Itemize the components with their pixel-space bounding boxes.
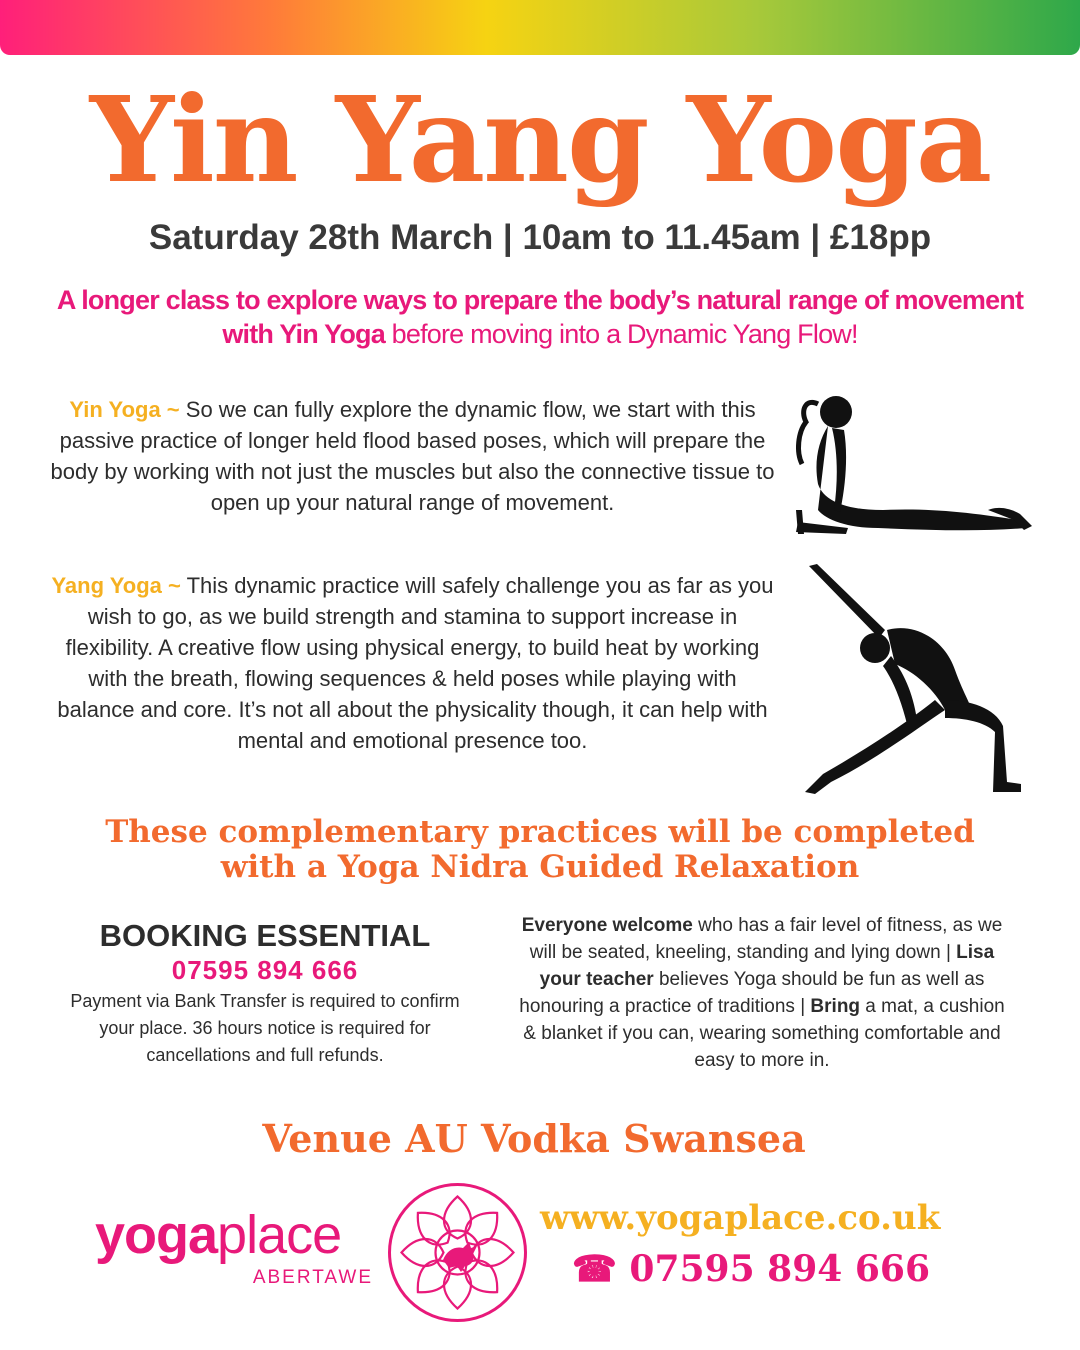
class-info [512,912,1012,1074]
logo-wordmark [95,1205,385,1265]
contact-phone-number: 07595 894 666 [629,1248,930,1290]
payment-info: Payment via Bank Transfer is required to confirm your place. 36 hours notice is required for cancellations and full refunds. [70,991,460,1065]
info-bold-3: Bring [810,996,861,1017]
extended-side-angle-silhouette-icon [795,560,1030,795]
intro-bold: A longer class to explore ways to prepare the body’s natural range of movement with Yin Yoga [56,285,1024,349]
yogaplace-logo-text [95,1205,385,1289]
yin-text: So we can fully explore the dynamic flow, we start with this passive practice of longer held flood based poses, which will prepare the body by working with not just the muscles but also the connective tissue to open up your natural range of movement. [50,397,775,515]
yang-paragraph [50,570,775,756]
info-text-1: who has a fair level of fitness, as we will be seated, kneeling, standing and lying down | [529,915,1003,963]
cobra-pose-silhouette-icon [788,392,1038,547]
booking-phone[interactable]: 07595 894 666 [171,955,359,985]
booking-heading: BOOKING ESSENTIAL [99,918,431,953]
subheading-line-2: with a Yoga Nidra Guided Relaxation [220,849,860,885]
date-time-price: Saturday 28th March | 10am to 11.45am | £18pp [148,218,932,257]
lotus-dragon-logo-icon [385,1180,530,1325]
info-text-3: a mat, a cushion & blanket if you can, wearing something comfortable and easy to more in. [523,996,1005,1071]
yang-label: Yang Yoga ~ [51,573,181,598]
logo-subword: ABERTAWE [252,1267,373,1288]
website-link[interactable]: www.yogaplace.co.uk [540,1198,941,1238]
contact-phone[interactable] [572,1248,930,1290]
subheading [0,815,1080,885]
intro-normal: before moving into a Dynamic Yang Flow! [384,318,858,349]
info-bold-2: Lisa your teacher [539,942,995,990]
intro-text [50,284,1030,352]
venue: Venue AU Vodka Swansea [262,1116,806,1161]
page-title: Yin Yang Yoga [89,70,991,209]
yang-text: This dynamic practice will safely challenge you as far as you wish to go, as we build strength and stamina to support increase in flexibility. A creative flow using physical energy, to build heat by working with the breath, flowing sequences & held poses while playing with balance and core. It’s not all about the physicality though, it can help with mental and emotional presence too. [57,573,774,753]
info-bold-1: Everyone welcome [521,915,693,936]
subheading-line-1: These complementary practices will be completed [105,814,975,850]
rainbow-gradient-bar [0,0,1080,55]
yin-label: Yin Yoga ~ [69,397,180,422]
info-text-2: believes Yoga should be fun as well as honouring a practice of traditions | [519,969,985,1017]
logo-word-light: place [217,1205,342,1265]
telephone-icon: ☎ [572,1248,617,1290]
yin-paragraph [50,394,775,518]
logo-word-bold: yoga [95,1205,218,1265]
booking-section [65,918,465,1069]
